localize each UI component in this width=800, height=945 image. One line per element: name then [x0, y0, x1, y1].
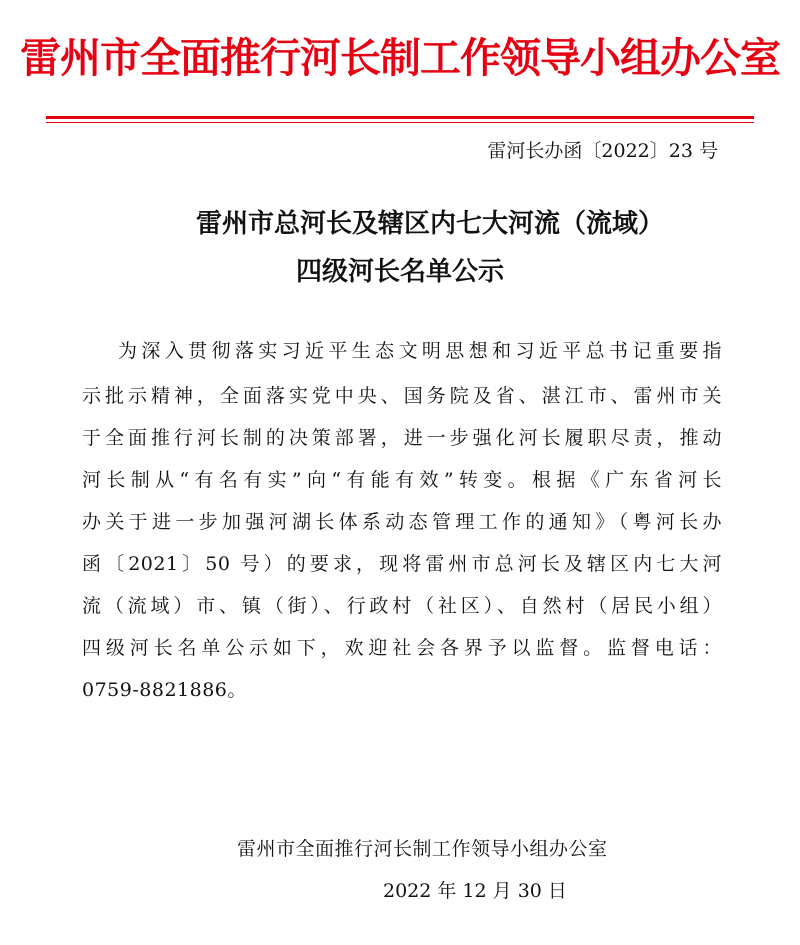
letterhead-rule-thin: [46, 122, 754, 123]
document-title-line-1: 雷州市总河长及辖区内七大河流（流域）: [195, 209, 664, 239]
body-line: 流（流域）市、镇（街）、行政村（社区）、自然村（居民小组）: [82, 595, 722, 617]
letterhead-rule-thick: [46, 116, 754, 119]
signature-date: 2022 年 12 月 30 日: [383, 880, 567, 902]
document-title-line-2: 四级河长名单公示: [295, 257, 504, 287]
signature-organization: 雷州市全面推行河长制工作领导小组办公室: [237, 838, 608, 860]
body-line: 于全面推行河长制的决策部署，进一步强化河长履职尽责，推动: [82, 427, 722, 449]
body-line: 河长制从“有名有实”向“有能有效”转变。根据《广东省河长: [82, 469, 722, 491]
body-line: 为深入贯彻落实习近平生态文明思想和习近平总书记重要指: [118, 340, 722, 362]
body-line: 四级河长名单公示如下，欢迎社会各界予以监督。监督电话：: [82, 637, 722, 659]
body-line: 办关于进一步加强河湖长体系动态管理工作的通知》（粤河长办: [82, 511, 722, 533]
letterhead-title: 雷州市全面推行河长制工作领导小组办公室: [20, 34, 780, 82]
body-line: 函〔2021〕50 号）的要求，现将雷州市总河长及辖区内七大河: [82, 553, 722, 575]
body-line: 0759-8821886。: [82, 679, 247, 701]
document-number: 雷河长办函〔2022〕23 号: [487, 140, 718, 162]
body-line: 示批示精神，全面落实党中央、国务院及省、湛江市、雷州市关: [82, 385, 722, 407]
